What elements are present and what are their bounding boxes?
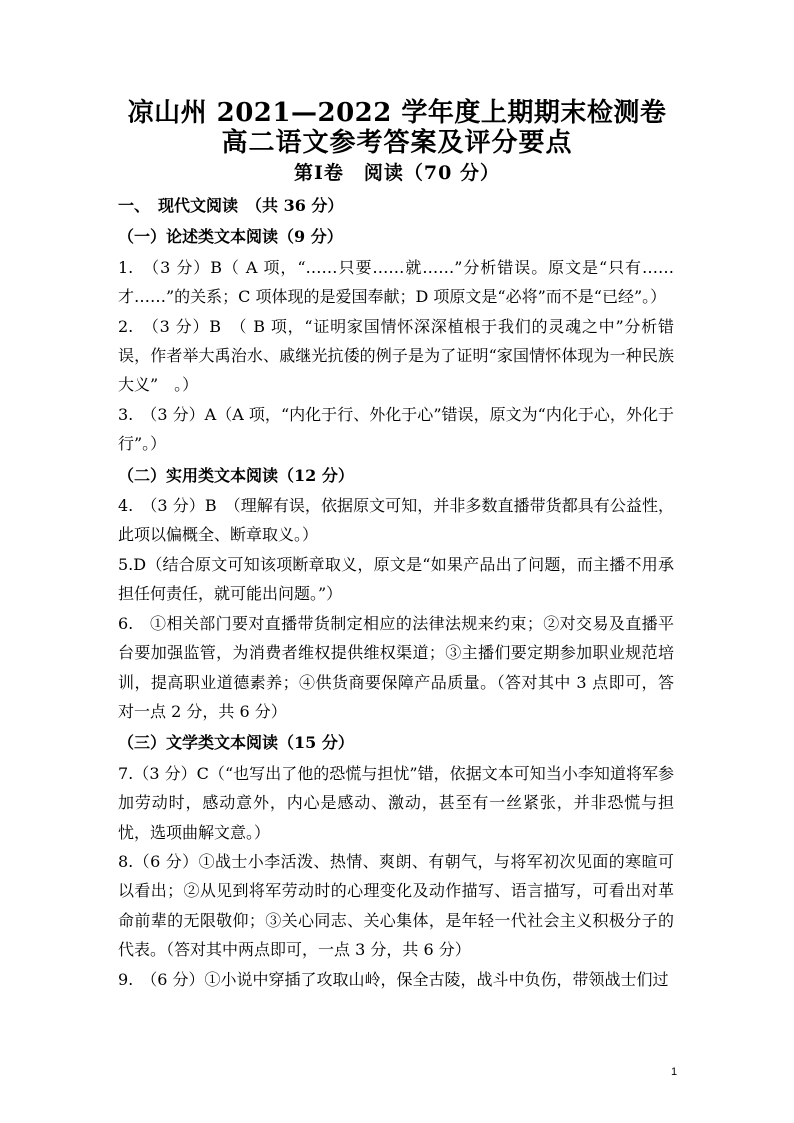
volume-heading: 第Ⅰ卷 阅读（70 分） [294, 162, 500, 184]
answer-item-6: 6. ①相关部门要对直播带货制定相应的法律法规来约束；②对交易及直播平台要加强监管，为消费者维权提供维权渠道；③主播们要定期参加职业规范培训，提高职业道德素养；④供货商要保障产品质量。（答对其中 3 点即可，答对一点 2 分，共 6 分） [118, 613, 674, 721]
section-heading-practical: （二）实用类文本阅读（12 分） [118, 465, 354, 485]
section-heading-literary: （三）文学类文本阅读（15 分） [118, 733, 354, 753]
section-heading-argumentative: （一）论述类文本阅读（9 分） [118, 227, 343, 247]
answer-item-3: 3. （3 分）A（A 项，“内化于行、外化于心”错误，原文为“内化于心，外化于行”。） [118, 404, 674, 454]
answer-item-8: 8.（6 分）①战士小李活泼、热情、爽朗、有朝气，与将军初次见面的寒暄可以看出；②从见到将军劳动时的心理变化及动作描写、语言描写，可看出对革命前辈的无限敬仰；③关心同志、关心集体，是年轻一代社会主义积极分子的代表。（答对其中两点即可，一点 3 分，共 6 分） [118, 851, 674, 960]
answer-item-9: 9. （6 分）①小说中穿插了攻取山岭，保全古陵，战斗中负伤，带领战士们过 [118, 969, 669, 989]
exam-title: 凉山州 2021—2022 学年度上期期末检测卷 [127, 98, 667, 128]
answer-item-1: 1. （3 分）B（ A 项，“……只要……就……”分析错误。原文是“只有……才……”的关系；C 项体现的是爱国奉献；D 项原文是“必将”而不是“已经”。） [118, 257, 674, 307]
answer-item-5: 5.D（结合原文可知该项断章取义，原文是“如果产品出了问题，而主播不用承担任何责任，就可能出问题。”） [118, 554, 674, 604]
answer-item-7: 7.（3 分）C（“也写出了他的恐慌与担忧”错，依据文本可知当小李知道将军参加劳动时，感动意外，内心是感动、激动，甚至有一丝紧张，并非恐慌与担忧，选项曲解文意。） [118, 763, 674, 842]
page-number: 1 [671, 1066, 678, 1078]
part-heading: 一、 现代文阅读 （共 36 分） [118, 196, 344, 215]
answer-body [118, 188, 674, 994]
exam-subtitle: 高二语文参考答案及评分要点 [221, 128, 573, 158]
answer-item-2: 2. （3 分）B （ B 项，“证明家国情怀深深植根于我们的灵魂之中”分析错误，作者举大禹治水、戚继光抗倭的例子是为了证明“家国情怀体现为一种民族大义” 。） [118, 316, 674, 395]
answer-item-4: 4. （3 分）B （理解有误，依据原文可知，并非多数直播带货都具有公益性，此项以偏概全、断章取义。） [118, 496, 674, 545]
